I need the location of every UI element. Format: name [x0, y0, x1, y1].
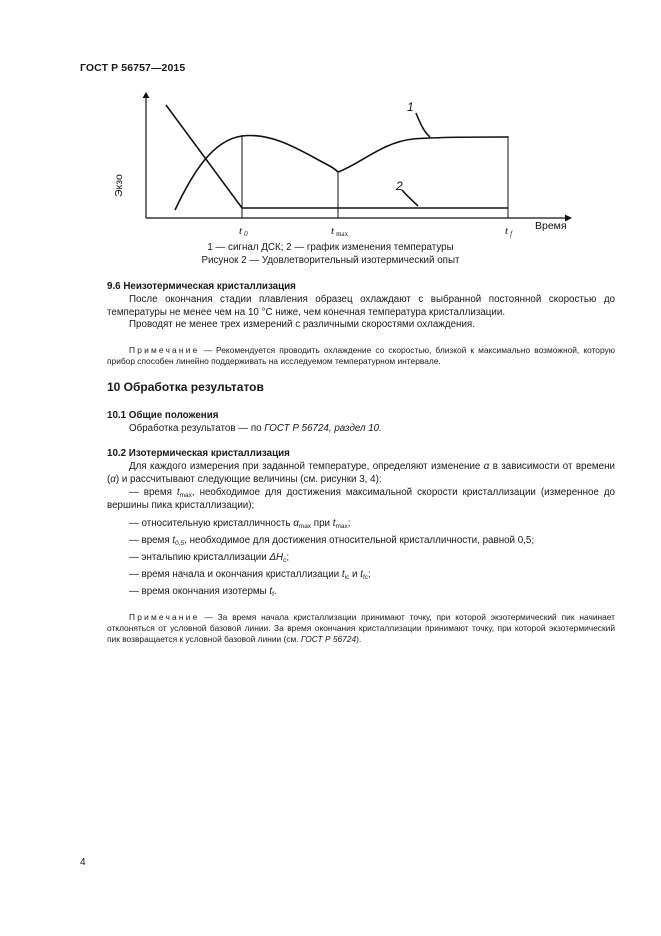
- text-part: Для каждого измерения при заданной температуре, определяют изменение: [129, 461, 484, 472]
- y-axis-label: Экзо: [113, 174, 125, 197]
- bullet-start-end-times: [107, 569, 615, 582]
- paragraph-10-2-intro: [107, 461, 615, 486]
- note-text-end: ).: [356, 634, 362, 644]
- symbol-t: t: [341, 569, 345, 580]
- text-part: — время окончания изотермы: [129, 586, 270, 597]
- text-part: и: [349, 569, 361, 580]
- text-part: .: [273, 586, 277, 597]
- tick-t0-label: [239, 225, 248, 238]
- symbol-alpha: α: [110, 473, 116, 485]
- subscript: ic: [344, 574, 350, 581]
- note-10-2: [107, 612, 615, 645]
- text-part: при: [311, 518, 333, 529]
- subscript: fc: [362, 574, 369, 581]
- heading-10-2: 10.2 Изотермическая кристаллизация: [107, 448, 290, 459]
- text-part: , необходимое для достижения относительной кристалличности, равной 0,5;: [184, 535, 535, 546]
- heading-section-10: 10 Обработка результатов: [107, 380, 264, 394]
- bullet-alpha-max: [107, 518, 615, 531]
- note-text: — За время начала кристаллизации принимают точку, при которой экзотермический пик начинает отклоняться от условной базовой линии. За время окончания кристаллизации принимают точку, при которой экзотермический пик возвращается к условной базовой линии (см.: [107, 612, 615, 644]
- symbol-t: t: [360, 569, 363, 580]
- bullet-isotherm-end: [107, 586, 615, 599]
- paragraph-9-6-1: После окончания стадии плавления образец охлаждают с выбранной постоянной скоростью до температуры не менее чем на 10 °С ниже, чем конечная температура кристаллизации.: [107, 294, 615, 318]
- text-part: ;: [286, 552, 290, 563]
- subscript: c: [283, 557, 287, 564]
- paragraph-9-6-2: Проводят не менее трех измерений с различными скоростями охлаждения.: [129, 319, 475, 330]
- tick-tf-label: [505, 225, 513, 238]
- note-text: — Рекомендуется проводить охлаждение со скоростью, близкой к максимально возможной, которую прибор способен линейно поддерживать на исследуемом температурном интервале.: [107, 345, 615, 366]
- symbol-t: t: [269, 586, 273, 597]
- text-part: Обработка результатов — по: [129, 423, 265, 434]
- tick-tf-sub: f: [510, 230, 513, 238]
- symbol-t: t: [176, 487, 180, 498]
- curve-1-label: 1: [407, 100, 414, 114]
- text-part: — относительную кристалличность: [129, 518, 294, 529]
- x-axis-label: Время: [535, 220, 567, 232]
- bullet-t-max: [107, 487, 615, 512]
- subscript: max: [335, 523, 348, 530]
- subscript: f: [272, 591, 274, 598]
- curve-1-dsc-signal: [175, 135, 508, 210]
- text-part: ;: [368, 569, 371, 580]
- text-part: — энтальпию кристаллизации: [129, 552, 270, 563]
- tick-tmax-sub: max: [336, 230, 349, 238]
- curve-2-temperature: [166, 105, 508, 208]
- bullet-t-0-5: [107, 535, 615, 548]
- reference-link: ГОСТ Р 56724, раздел 10.: [264, 423, 382, 434]
- subscript: max: [298, 523, 312, 530]
- subscript: 0,5: [175, 540, 185, 547]
- note-reference: ГОСТ Р 56724: [300, 634, 357, 644]
- text-part: — время: [129, 487, 177, 498]
- text-part: — время начала и окончания кристаллизации: [129, 569, 342, 580]
- tick-tmax-label: [331, 225, 349, 238]
- dsc-chart: [98, 92, 588, 238]
- note-label: Примечание: [129, 612, 200, 622]
- tick-tf: t: [505, 225, 509, 237]
- symbol-t: t: [172, 535, 176, 546]
- note-9-6: [107, 345, 615, 367]
- text-part: в зависимости от времени (: [107, 461, 615, 485]
- tick-tmax: t: [331, 225, 335, 237]
- leader-2: [402, 190, 418, 206]
- symbol-t: t: [332, 518, 336, 529]
- heading-9-6: 9.6 Неизотермическая кристаллизация: [107, 281, 296, 292]
- paragraph-10-1: [107, 423, 615, 436]
- text-part: , необходимое для достижения максимальной скорости кристаллизации (измеренное до вершины пика кристаллизации);: [107, 487, 615, 511]
- page-number: 4: [80, 857, 86, 868]
- figure-2-plot: [98, 92, 588, 238]
- leader-1: [416, 113, 430, 137]
- figure-caption: Рисунок 2 — Удовлетворительный изотермический опыт: [201, 255, 460, 266]
- text-part: — время: [129, 535, 173, 546]
- symbol-alpha: α: [293, 518, 299, 529]
- y-axis-arrow: [143, 92, 150, 98]
- heading-10-1: 10.1 Общие положения: [107, 410, 219, 421]
- note-label: Примечание: [129, 345, 200, 355]
- symbol-delta-h: ΔH: [269, 552, 284, 563]
- bullet-enthalpy: [107, 552, 615, 565]
- figure-legend: [0, 242, 661, 253]
- figure-legend-text: 1 — сигнал ДСК; 2 — график изменения температуры: [207, 242, 454, 253]
- symbol-alpha: α: [483, 461, 490, 472]
- curve-2-label: 2: [396, 179, 403, 193]
- text-part: ;: [347, 518, 351, 529]
- text-part: ) и рассчитывают следующие величины (см. рисунки 3, 4):: [115, 473, 382, 485]
- document-header: ГОСТ Р 56757—2015: [80, 62, 186, 74]
- tick-t0-sub: 0: [244, 230, 248, 238]
- subscript: max: [179, 492, 192, 499]
- tick-t0: t: [239, 225, 243, 237]
